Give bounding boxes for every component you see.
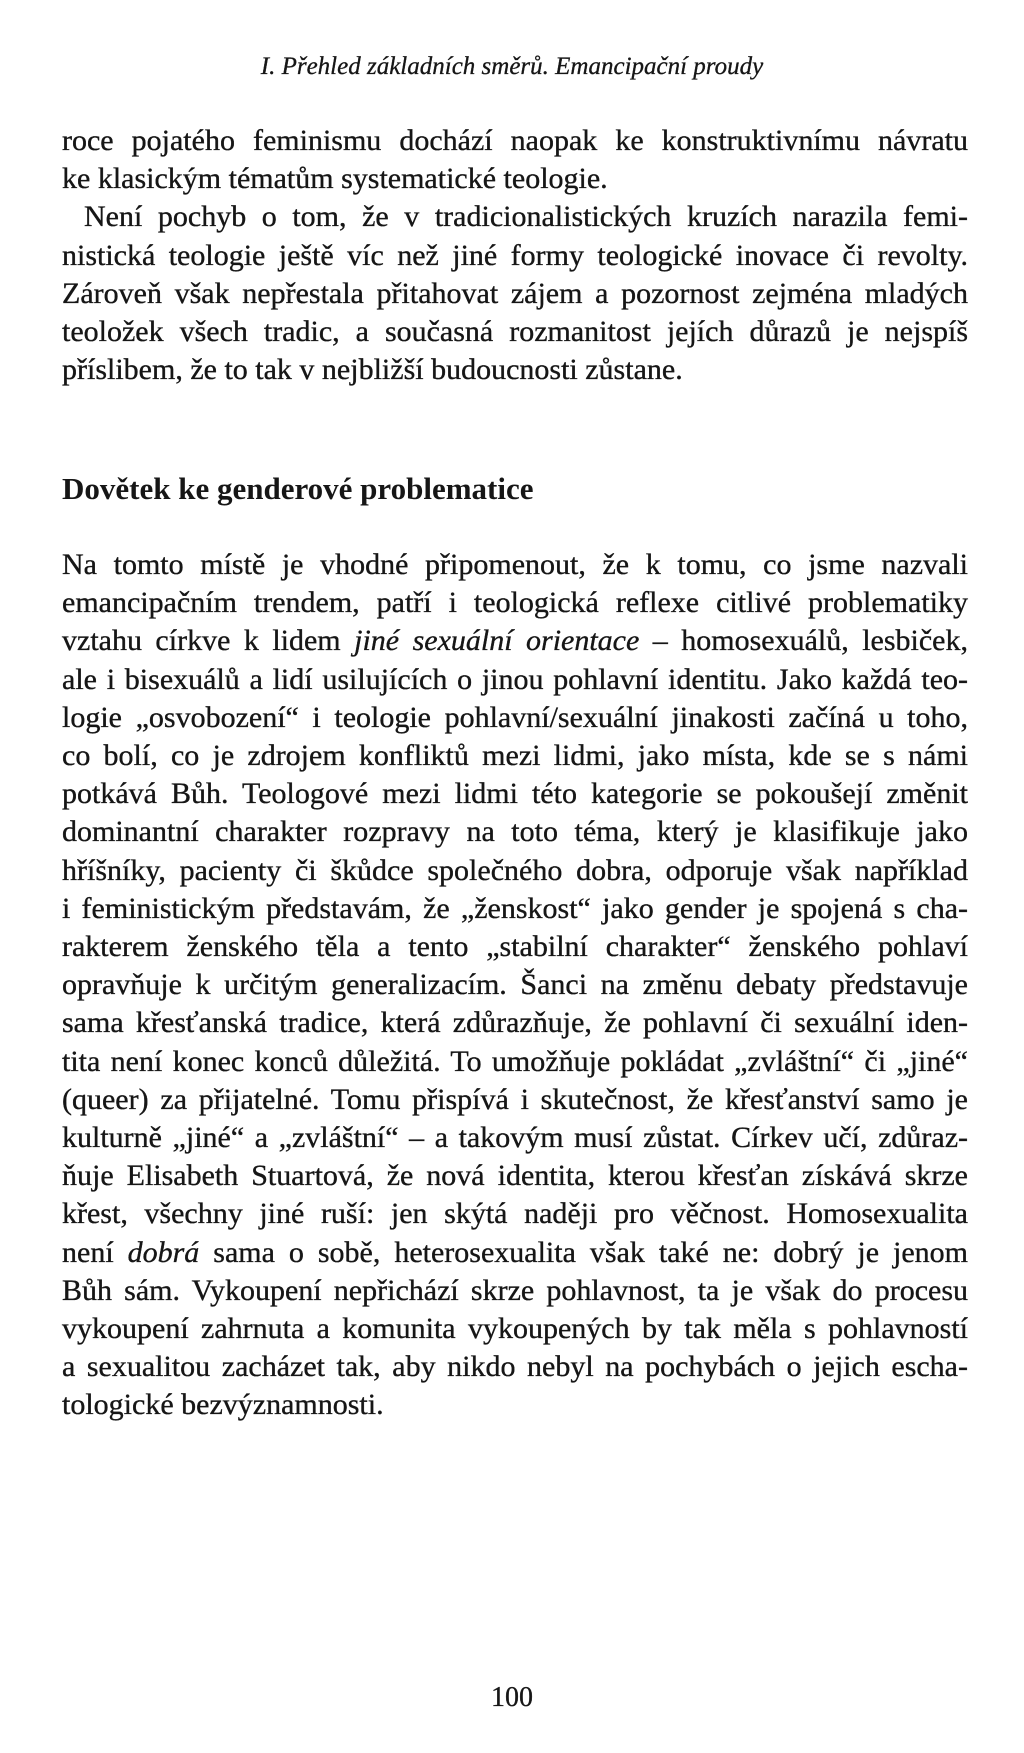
text-line: hříšníky, pacienty či škůdce společného dobra, odporuje však například [62, 853, 968, 887]
text-segment: vztahu církve k lidem [62, 624, 355, 658]
text-line: sama křesťanská tradice, která zdůrazňuje, že pohlavní či sexuální iden- [62, 1006, 968, 1040]
text-line: Na tomto místě je vhodné připomenout, že k tomu, co jsme nazvali [62, 548, 968, 581]
paragraph-3 [62, 546, 968, 1425]
text-line: příslibem, že to tak v nejbližší budoucnosti zůstane. [62, 353, 683, 387]
text-line: teoložek všech tradic, a současná rozmanitost jejích důrazů je nejspíš [62, 315, 968, 349]
text-segment: sama o sobě, heterosexualita však také ne: dobrý je jenom [199, 1235, 968, 1269]
text-line: logie „osvobození“ i teologie pohlavní/sexuální jinakosti začíná u toho, [62, 700, 968, 734]
text-line: dominantní charakter rozpravy na toto téma, který je klasifikuje jako [62, 815, 968, 849]
running-header: I. Přehled základních směrů. Emancipační proudy [260, 53, 764, 80]
text-segment: není [62, 1235, 128, 1269]
text-line: ale i bisexuálů a lidí usilujících o jinou pohlavní identitu. Jako každá teo- [62, 662, 968, 696]
paragraph-1 [62, 122, 968, 198]
text-line: Bůh sám. Vykoupení nepřichází skrze pohlavnost, ta je však do procesu [62, 1273, 968, 1307]
text-line: (queer) za přijatelné. Tomu přispívá i skutečnost, že křesťanství samo je [62, 1082, 968, 1116]
text-line: kulturně „jiné“ a „zvláštní“ – a takovým musí zůstat. Církev učí, zdůraz- [62, 1121, 968, 1155]
text-line: Zároveň však nepřestala přitahovat zájem a pozornost zejména mladých [62, 276, 968, 310]
text-segment: – homosexuálů, lesbiček, [639, 624, 968, 658]
section-heading: Dovětek ke genderové problematice [62, 471, 534, 506]
italic-emphasis: dobrá [127, 1235, 200, 1269]
italic-emphasis: jiné sexuální orientace [354, 624, 640, 658]
text-line: i feministickým představám, že „ženskost“ jako gender je spojená s cha- [62, 891, 968, 925]
text-line: rakterem ženského těla a tento „stabilní charakter“ ženského pohlaví [62, 930, 968, 964]
text-block-upper [62, 122, 968, 389]
text-line: a sexualitou zacházet tak, aby nikdo nebyl na pochybách o jejich escha- [62, 1350, 968, 1384]
text-line: Není pochyb o tom, že v tradicionalistických kruzích narazila femi- [84, 200, 968, 234]
text-line: emancipačním trendem, patří i teologická reflexe citlivé problematiky [62, 586, 968, 620]
text-line: opravňuje k určitým generalizacím. Šanci na změnu debaty představuje [62, 968, 968, 1002]
text-line [62, 622, 968, 660]
text-line: potkává Bůh. Teologové mezi lidmi této kategorie se pokoušejí změnit [62, 777, 968, 811]
text-line: co bolí, co je zdrojem konfliktů mezi lidmi, jako místa, kde se s námi [62, 739, 968, 773]
text-line: tita není konec konců důležitá. To umožňuje pokládat „zvláštní“ či „jiné“ [62, 1044, 968, 1078]
text-line: nistická teologie ještě víc než jiné formy teologické inovace či revolty. [62, 238, 968, 272]
text-line: ke klasickým tématům systematické teologie. [62, 162, 608, 196]
paragraph-2 [62, 198, 968, 389]
text-line: křest, všechny jiné ruší: jen skýtá naději pro věčnost. Homosexualita [62, 1197, 968, 1231]
text-line: vykoupení zahrnuta a komunita vykoupených by tak měla s pohlavností [62, 1312, 968, 1346]
text-line: roce pojatého feminismu dochází naopak ke konstruktivnímu návratu [62, 124, 968, 157]
text-line [62, 1234, 968, 1272]
text-line: ňuje Elisabeth Stuartová, že nová identita, kterou křesťan získává skrze [62, 1159, 968, 1193]
text-line: tologické bezvýznamnosti. [62, 1388, 384, 1422]
page-number: 100 [491, 1682, 533, 1713]
